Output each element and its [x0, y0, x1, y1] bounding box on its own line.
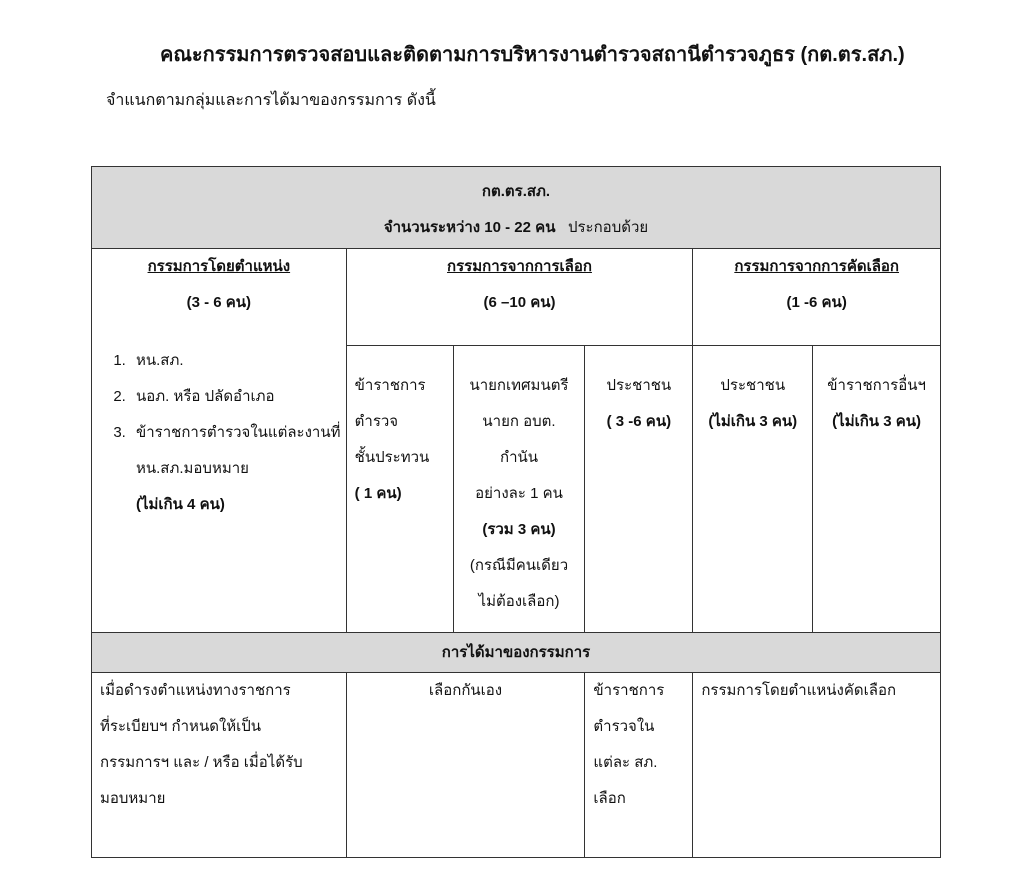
acquisition-ex-officio: [92, 673, 347, 858]
text-line: กรรมการฯ และ / หรือ เมื่อได้รับ: [100, 754, 303, 771]
group-label-ex-officio: กรรมการโดยตำแหน่ง: [147, 258, 291, 275]
text-line: เมื่อดำรงตำแหน่งทางราชการ: [100, 682, 291, 699]
acquisition-header: การได้มาของกรรมการ: [92, 633, 941, 673]
text-line: ข้าราชการ: [593, 682, 665, 699]
header-count: จำนวนระหว่าง 10 - 22 คน: [383, 218, 556, 236]
public-elected-cell: [585, 346, 693, 633]
text-line: ประชาชน: [720, 377, 786, 394]
text-line: ตำรวจ: [354, 413, 399, 430]
document-title: คณะกรรมการตรวจสอบและติดตามการบริหารงานตำรวจสถานีตำรวจภูธร (กต.ตร.สภ.): [160, 44, 905, 66]
text-line: อย่างละ 1 คน: [475, 485, 563, 502]
table-header: [92, 167, 941, 249]
police-count: ( 1 คน): [354, 485, 402, 502]
committee-table: [91, 166, 941, 858]
header-name: กต.ตร.สภ.: [481, 182, 551, 200]
text-line: ข้าราชการ: [354, 377, 426, 394]
elected-group-header: [346, 249, 693, 346]
police-cell: [346, 346, 453, 633]
header-suffix: ประกอบด้วย: [567, 218, 649, 236]
text-line: เลือก: [593, 790, 626, 807]
acquisition-elected-self: เลือกกันเอง: [346, 673, 585, 858]
group-label-elected: กรรมการจากการเลือก: [447, 258, 592, 275]
list-item: 2. นอภ. หรือ ปลัดอำเภอ: [130, 379, 346, 415]
ex-officio-list: [92, 343, 346, 487]
selected-group-header: [693, 249, 941, 346]
text-line: ข้าราชการอื่นฯ: [827, 377, 926, 394]
public-elected-count: ( 3 -6 คน): [606, 413, 672, 430]
list-item: 3. ข้าราชการตำรวจในแต่ละงานที่ หน.สภ.มอบหมาย: [130, 415, 346, 487]
group-count-selected: (1 -6 คน): [786, 294, 847, 311]
group-count-ex-officio: (3 - 6 คน): [186, 294, 252, 311]
other-officials-cell: [813, 346, 941, 633]
other-officials-count: (ไม่เกิน 3 คน): [832, 413, 922, 430]
acquisition-selected: กรรมการโดยตำแหน่งคัดเลือก: [693, 673, 941, 858]
acquisition-elected-police: [585, 673, 693, 858]
public-selected-cell: [693, 346, 813, 633]
text-line: แต่ละ สภ.: [593, 754, 658, 771]
text-line: มอบหมาย: [100, 790, 166, 807]
text-line: ชั้นประทวน: [354, 449, 430, 466]
text-line: นายกเทศมนตรี: [469, 377, 569, 394]
text-line: (กรณีมีคนเดียว: [469, 557, 569, 574]
document-subtitle: จำแนกตามกลุ่มและการได้มาของกรรมการ ดังนี้: [106, 92, 436, 109]
text-line: ประชาชน: [606, 377, 672, 394]
list-item: 1. หน.สภ.: [130, 343, 346, 379]
ex-officio-limit: (ไม่เกิน 4 คน): [136, 496, 225, 513]
text-line: ไม่ต้องเลือก): [478, 593, 560, 610]
ex-officio-cell: [92, 249, 347, 633]
local-leaders-cell: [453, 346, 585, 633]
text-line: นายก อบต.: [482, 413, 556, 430]
group-label-selected: กรรมการจากการคัดเลือก: [734, 258, 899, 275]
text-line: กำนัน: [499, 449, 538, 466]
text-line: ตำรวจใน: [593, 718, 655, 735]
text-line: ที่ระเบียบฯ กำหนดให้เป็น: [100, 718, 262, 735]
local-count: (รวม 3 คน): [482, 521, 556, 538]
group-count-elected: (6 –10 คน): [483, 294, 556, 311]
public-selected-count: (ไม่เกิน 3 คน): [708, 413, 798, 430]
